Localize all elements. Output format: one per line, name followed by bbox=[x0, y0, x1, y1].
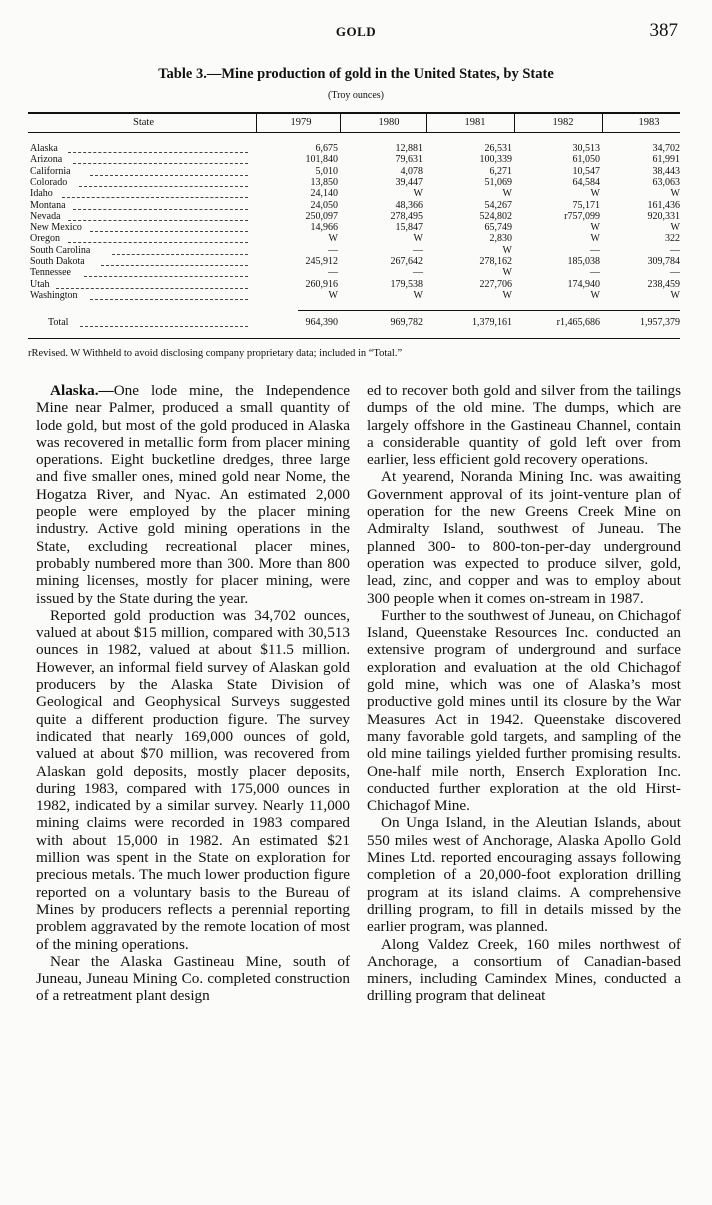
table-cell: — bbox=[413, 244, 423, 256]
table-cell: 75,171 bbox=[572, 199, 600, 211]
table-cell: — bbox=[590, 244, 600, 256]
paragraph-text: Reported gold production was 34,702 ounces, valued at about $15 million, compared with 30,513 ounces in 1982, valued at about $11.5 million. However, an informal field survey of Alaskan gold producers by the Alaska State Division of Geological and Geophysical Surveys suggested quite a different production figure. The survey indicated that nearly 169,000 ounces of gold, valued at about $70 million, was recovered from Alaskan gold deposits, mostly placer deposits, during 1983, compared with 175,000 ounces in 1982, indicated by a similar survey. Nearly 11,000 mining claims were recorded in 1983 compared with about 15,000 in 1982. An estimated $21 million was spent in the State on exploration for precious metals. The much lower production figure reported on a voluntary basis to the Bureau of Mines by producers reflects a perennial reporting problem aggravated by the remote location of most of the mining operations. bbox=[36, 606, 350, 953]
table-cell: 30,513 bbox=[572, 143, 600, 154]
paragraph-text: On Unga Island, in the Aleutian Islands, about 550 miles west of Anchorage, Alaska Apollo Gold Mines Ltd. reported encouraging assays following completion of a 20,000-foot exploration drilling program at its island claims. A comprehensive drilling program, to fill in details missed by the earlier program, was planned. bbox=[367, 814, 681, 936]
column-header-state: State bbox=[133, 117, 154, 128]
paragraph-text: One lode mine, the Independence Mine near Palmer, produced a small quantity of lode gold, but most of the gold produced in Alaska was recovered in metallic form from placer mining operations. Eight bucketline dredges, three large and five smaller ones, mined gold near Nome, the Hogatza River, and Nyac. An estimated 2,000 people were employed by the placer mining industry. Active gold mining operations in the State, excluding recreational placer mines, probably numbered more than 300. More than 800 mining licenses, mostly for placer mining, were issued by the State during the year. bbox=[36, 382, 350, 607]
table-cell: 2,830 bbox=[489, 233, 512, 245]
right-column-text bbox=[367, 382, 681, 1005]
table-cell: 524,802 bbox=[479, 210, 512, 222]
table-cell: 174,940 bbox=[567, 278, 600, 290]
table-cell: 179,538 bbox=[390, 278, 423, 290]
table-cell: 65,749 bbox=[484, 222, 512, 234]
table-cell: — bbox=[328, 244, 338, 256]
paragraph bbox=[36, 382, 350, 607]
table-cell: 101,840 bbox=[305, 154, 338, 166]
table-total-row bbox=[28, 318, 680, 330]
table-cell: W bbox=[590, 289, 600, 301]
table-cell: 238,459 bbox=[647, 278, 680, 290]
state-name: Alaska bbox=[30, 143, 58, 154]
table-cell: r757,099 bbox=[564, 210, 600, 222]
table-cell: — bbox=[328, 267, 338, 279]
dot-leader bbox=[84, 276, 248, 278]
table-unit: (Troy ounces) bbox=[327, 90, 384, 101]
table-cell: 4,078 bbox=[400, 165, 423, 177]
table-cell: 10,547 bbox=[572, 165, 600, 177]
table-cell: 39,447 bbox=[395, 176, 423, 188]
table-cell: W bbox=[328, 233, 338, 245]
table-cell: W bbox=[328, 289, 338, 301]
table-row bbox=[28, 212, 680, 223]
table-cell: 64,584 bbox=[572, 176, 600, 188]
table-cell: W bbox=[413, 188, 423, 200]
state-name: Arizona bbox=[30, 154, 63, 166]
table-cell: W bbox=[590, 188, 600, 200]
table-cell: W bbox=[502, 289, 512, 301]
table-cell: — bbox=[670, 244, 680, 256]
table-cell: 278,162 bbox=[479, 256, 512, 267]
table-cell: 15,847 bbox=[395, 222, 423, 234]
table-cell: 185,038 bbox=[567, 256, 600, 267]
paragraph bbox=[36, 607, 350, 953]
total-1983: 1,957,379 bbox=[640, 317, 680, 328]
state-name: Utah bbox=[30, 278, 50, 290]
paragraph-text: Further to the southwest of Juneau, on Chichagof Island, Queenstake Resources Inc. conducted an extensive program of underground and surface exploration and evaluation at the old Chichagof gold mine, which was one of Alaska’s most productive gold mines until its closure by the War Measures Act in 1942. Queenstake discovered many favorable gold targets, and sampling of the old mine tailings yielded further promising results. One-half mile north, Enserch Exploration Inc. conducted further exploration at the old Hirst-Chichagof Mine. bbox=[367, 606, 681, 815]
dot-leader bbox=[68, 220, 248, 222]
dot-leader bbox=[73, 163, 248, 165]
table-cell: 161,436 bbox=[647, 199, 680, 211]
table-cell: 309,784 bbox=[647, 256, 680, 267]
table-row bbox=[28, 201, 680, 212]
total-1981: 1,379,161 bbox=[472, 317, 512, 328]
column-header-1983: 1983 bbox=[638, 117, 660, 128]
table-cell: 26,531 bbox=[484, 143, 512, 154]
table-row bbox=[28, 155, 680, 166]
table-cell: 250,097 bbox=[305, 210, 338, 222]
total-1982: r1,465,686 bbox=[556, 317, 600, 328]
table-cell: 278,495 bbox=[390, 210, 423, 222]
table-cell: 61,050 bbox=[572, 154, 600, 166]
column-header-1979: 1979 bbox=[290, 117, 312, 128]
table-cell: 34,702 bbox=[652, 143, 680, 154]
total-1980: 969,782 bbox=[390, 317, 423, 328]
table-cell: 227,706 bbox=[479, 278, 512, 290]
table-footnote: rRevised. W Withheld to avoid disclosing company proprietary data; included in “Total.” bbox=[28, 348, 403, 359]
state-name: Tennessee bbox=[30, 267, 71, 279]
table-row bbox=[28, 189, 680, 200]
state-name: Colorado bbox=[30, 176, 68, 188]
table-cell: W bbox=[502, 244, 512, 256]
table-row bbox=[28, 291, 680, 302]
state-name: Oregon bbox=[30, 233, 60, 245]
table-cell: 260,916 bbox=[305, 278, 338, 290]
table-cell: 63,063 bbox=[652, 176, 680, 188]
dot-leader bbox=[68, 242, 248, 244]
paragraph-text: Along Valdez Creek, 160 miles northwest of Anchorage, a consortium of Canadian-based miners, including Camindex Mines, conducted a drilling program that delineat bbox=[367, 935, 681, 1005]
table-cell: 5,010 bbox=[315, 165, 338, 177]
table-cell: — bbox=[670, 267, 680, 279]
table-cell: W bbox=[670, 188, 680, 200]
state-name: South Dakota bbox=[30, 256, 85, 267]
table-cell: 245,912 bbox=[305, 256, 338, 267]
table-cell: 54,267 bbox=[484, 199, 512, 211]
column-header-1982: 1982 bbox=[552, 117, 574, 128]
table-row bbox=[28, 268, 680, 279]
table-cell: 14,966 bbox=[310, 222, 338, 234]
dot-leader bbox=[90, 299, 248, 301]
dot-leader bbox=[101, 265, 248, 267]
dot-leader bbox=[56, 288, 248, 290]
dot-leader bbox=[90, 175, 248, 177]
dot-leader bbox=[79, 186, 248, 188]
table-cell: W bbox=[670, 222, 680, 234]
dot-leader bbox=[68, 152, 248, 154]
table-cell: W bbox=[502, 267, 512, 279]
table-cell: 24,050 bbox=[310, 199, 338, 211]
page-number: 387 bbox=[649, 20, 678, 41]
state-name: California bbox=[30, 165, 71, 177]
state-name: Nevada bbox=[30, 210, 61, 222]
table-cell: W bbox=[413, 289, 423, 301]
state-name: New Mexico bbox=[30, 222, 82, 234]
table-header-row bbox=[28, 118, 680, 130]
table-title: Table 3.—Mine production of gold in the United States, by State bbox=[158, 66, 554, 82]
dot-leader bbox=[62, 197, 248, 199]
table-cell: 6,675 bbox=[315, 143, 338, 154]
paragraph bbox=[367, 814, 681, 935]
table-cell: 13,850 bbox=[310, 176, 338, 188]
left-column-text bbox=[36, 382, 350, 1005]
section-lead: Alaska.— bbox=[50, 382, 114, 399]
state-name: Montana bbox=[30, 199, 66, 211]
paragraph bbox=[36, 953, 350, 1005]
paragraph-text: Near the Alaska Gastineau Mine, south of Juneau, Juneau Mining Co. completed construction of a retreatment plant design bbox=[36, 952, 350, 1005]
paragraph bbox=[367, 936, 681, 1005]
table-cell: W bbox=[590, 233, 600, 245]
column-header-1981: 1981 bbox=[464, 117, 486, 128]
running-header: GOLD bbox=[335, 24, 377, 39]
table-row bbox=[28, 223, 680, 234]
table-cell: W bbox=[670, 289, 680, 301]
dot-leader bbox=[112, 254, 248, 256]
table-cell: 920,331 bbox=[647, 210, 680, 222]
table-cell: 61,991 bbox=[652, 154, 680, 166]
dot-leader bbox=[73, 209, 248, 211]
table-row bbox=[28, 234, 680, 245]
table-cell: 48,366 bbox=[395, 199, 423, 211]
table-row bbox=[28, 178, 680, 189]
table-cell: 24,140 bbox=[310, 188, 338, 200]
table-cell: W bbox=[590, 222, 600, 234]
table-cell: 79,631 bbox=[395, 154, 423, 166]
table-cell: 100,339 bbox=[479, 154, 512, 166]
table-cell: — bbox=[413, 267, 423, 279]
total-1979: 964,390 bbox=[305, 317, 338, 328]
table-cell: 38,443 bbox=[652, 165, 680, 177]
table-cell: W bbox=[502, 188, 512, 200]
column-header-1980: 1980 bbox=[378, 117, 400, 128]
table-row bbox=[28, 280, 680, 291]
table-cell: 6,271 bbox=[489, 165, 512, 177]
table-cell: 12,881 bbox=[395, 143, 423, 154]
paragraph-text: ed to recover both gold and silver from the tailings dumps of the old mine. The dumps, which are largely offshore in the Gastineau Channel, contain a considerable quantity of gold left over from earlier, less efficient gold recovery operations. bbox=[367, 382, 681, 469]
table-cell: 322 bbox=[665, 233, 680, 245]
state-name: Washington bbox=[30, 289, 78, 301]
table-cell: — bbox=[590, 267, 600, 279]
paragraph bbox=[367, 468, 681, 606]
table-cell: 267,642 bbox=[390, 256, 423, 267]
table-cell: W bbox=[413, 233, 423, 245]
table-row bbox=[28, 167, 680, 178]
paragraph bbox=[367, 382, 681, 468]
state-name: Idaho bbox=[30, 188, 53, 200]
paragraph bbox=[367, 607, 681, 815]
paragraph-text: At yearend, Noranda Mining Inc. was awaiting Government approval of its joint-venture plan of operation for the new Greens Creek Mine on Admiralty Island, southwest of Juneau. The planned 300- to 800-ton-per-day underground operation was expected to produce silver, gold, lead, zinc, and copper and was to employ about 300 people when it comes on-stream in 1987. bbox=[367, 468, 681, 607]
dot-leader bbox=[90, 231, 248, 233]
table-cell: 51,069 bbox=[484, 176, 512, 188]
total-label: Total bbox=[48, 317, 69, 328]
state-name: South Carolina bbox=[30, 244, 91, 256]
table-row bbox=[28, 257, 680, 268]
